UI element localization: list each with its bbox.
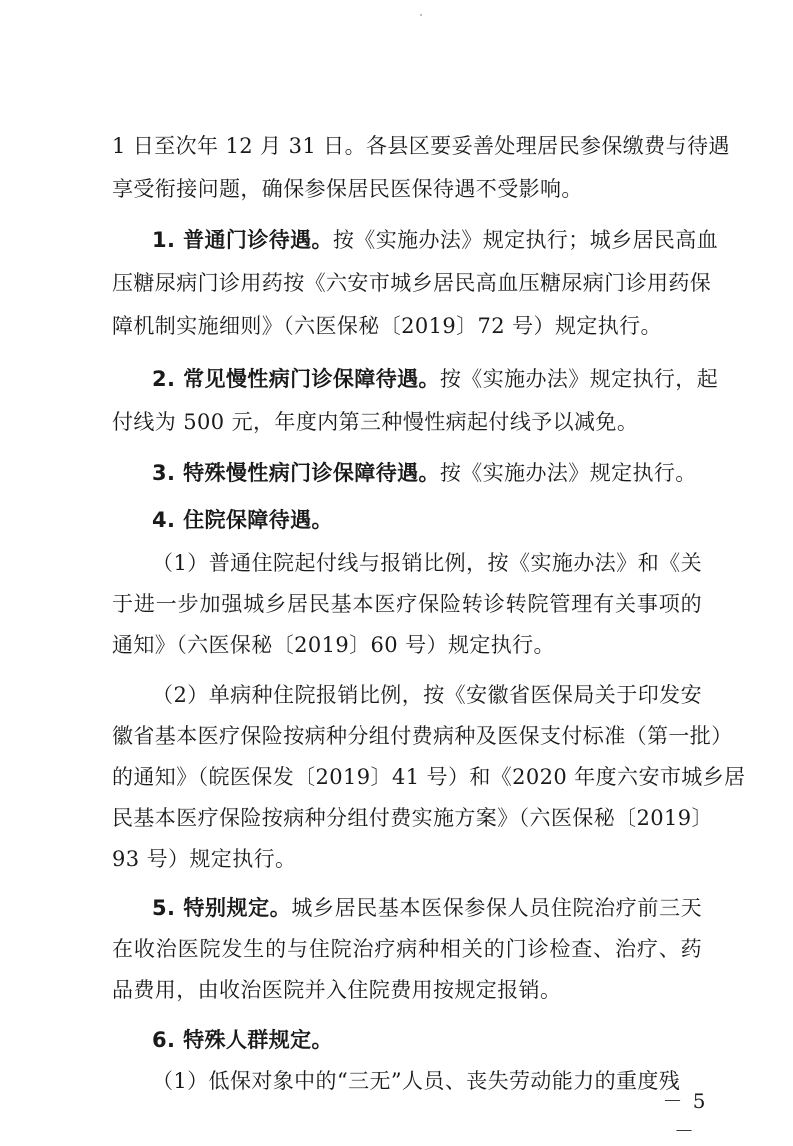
item-5-heading: 5. 特别规定。: [152, 896, 292, 920]
scan-speck: [420, 14, 422, 16]
item-2-heading: 2. 常见慢性病门诊保障待遇。: [152, 367, 440, 391]
paragraph-line: 通知》（六医保秘〔2019〕60 号）规定执行。: [112, 633, 555, 657]
item-1-heading: 1. 普通门诊待遇。: [152, 228, 333, 252]
item-4-heading: 4. 住院保障待遇。: [152, 508, 333, 532]
item-6-heading: 6. 特殊人群规定。: [152, 1028, 333, 1052]
paragraph-line: 于进一步加强城乡居民基本医疗保险转诊转院管理有关事项的: [112, 592, 702, 616]
paragraph-line: 付线为 500 元，年度内第三种慢性病起付线予以减免。: [112, 410, 639, 434]
item-6-line: [152, 1025, 702, 1055]
paragraph-line: 93 号）规定执行。: [112, 847, 297, 871]
paragraph-line: 享受衔接问题，确保参保居民医保待遇不受影响。: [112, 177, 583, 201]
item-2-line: [152, 364, 719, 394]
paragraph-line: （2）单病种住院报销比例，按《安徽省医保局关于印发安: [152, 683, 702, 707]
paragraph-line: 1 日至次年 12 月 31 日。各县区要妥善处理居民参保缴费与待遇: [112, 134, 730, 158]
item-3-text: 按《实施办法》规定执行。: [439, 461, 697, 485]
item-1-line: [152, 225, 719, 255]
paragraph-line: 障机制实施细则》（六医保秘〔2019〕72 号）规定执行。: [112, 314, 662, 338]
item-3-heading: 3. 特殊慢性病门诊保障待遇。: [152, 461, 440, 485]
paragraph-line: 压糖尿病门诊用药按《六安市城乡居民高血压糖尿病门诊用药保: [112, 271, 712, 295]
paragraph-line: 在收治医院发生的与住院治疗病种相关的门诊检查、治疗、药: [112, 937, 702, 961]
paragraph-line: 的通知》（皖医保发〔2019〕41 号）和《2020 年度六安市城乡居: [112, 765, 746, 789]
item-5-line: [152, 893, 702, 923]
paragraph-line: 徽省基本医疗保险按病种分组付费病种及医保支付标准（第一批）: [112, 724, 733, 748]
item-2-text: 按《实施办法》规定执行，起: [439, 367, 719, 391]
item-1-text: 按《实施办法》规定执行；城乡居民高血: [332, 228, 719, 252]
item-4-line: [152, 505, 702, 535]
page-number: － 5 －: [662, 1089, 708, 1143]
paragraph-line: 民基本医疗保险按病种分组付费实施方案》（六医保秘〔2019〕: [112, 806, 713, 830]
item-6-sub1-line: （1）低保对象中的“三无”人员、丧失劳动能力的重度残: [152, 1069, 681, 1093]
paragraph-line: （1）普通住院起付线与报销比例，按《实施办法》和《关: [152, 551, 702, 575]
item-3-line: [152, 458, 702, 488]
paragraph-line: 品费用，由收治医院并入住院费用按规定报销。: [112, 978, 562, 1002]
item-5-text: 城乡居民基本医保参保人员住院治疗前三天: [291, 896, 702, 920]
